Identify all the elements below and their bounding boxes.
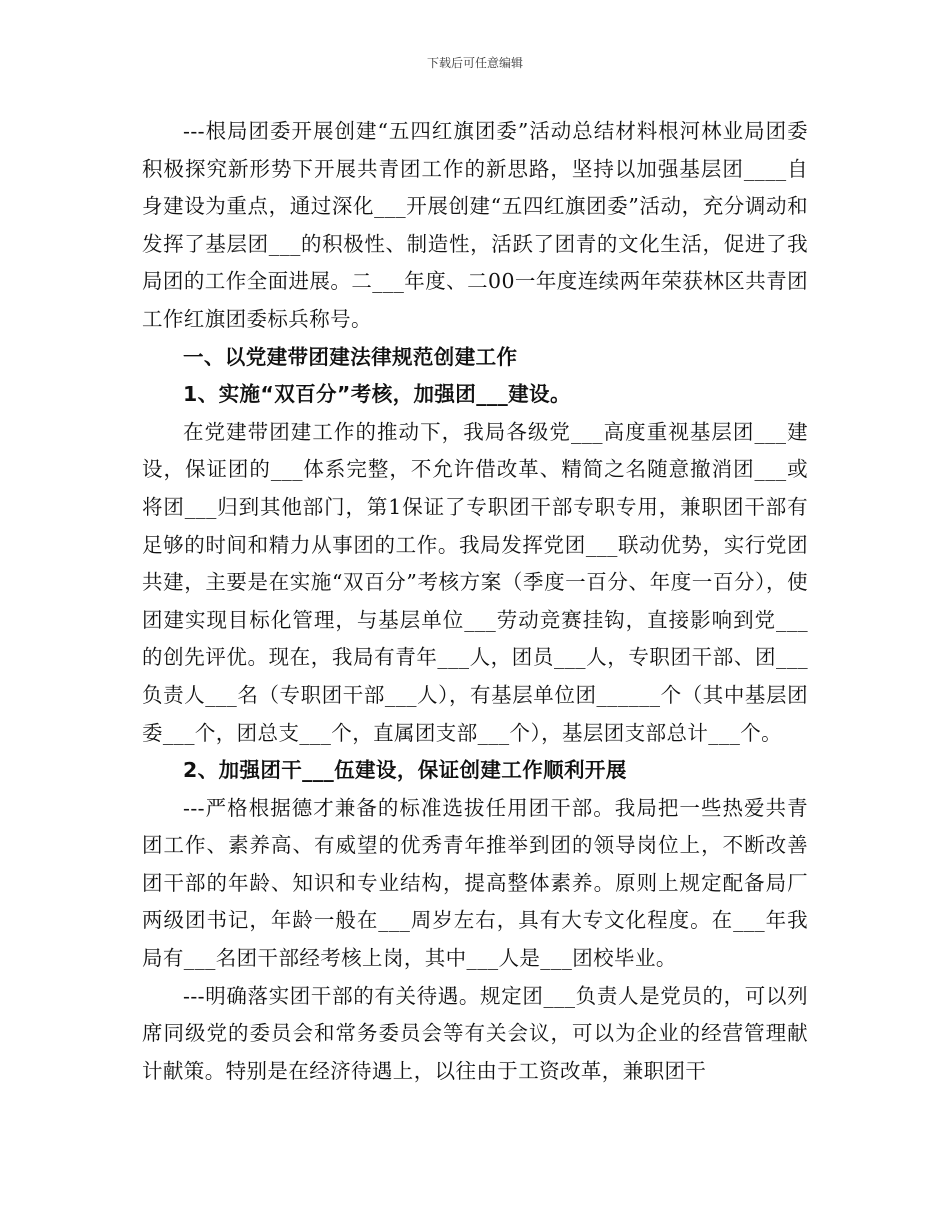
- subsection-heading: 2、加强团干___伍建设，保证创建工作顺利开展: [183, 758, 627, 783]
- document-body: [142, 113, 808, 1090]
- section-heading: 一、以党建带团建法律规范创建工作: [183, 344, 518, 369]
- paragraph: ---根局团委开展创建“五四红旗团委”活动总结材料根河林业局团委积极探究新形势下开展共青团工作的新思路，坚持以加强基层团____自身建设为重点，通过深化___开展创建“五四红旗团委”活动，充分调动和发挥了基层团___的积极性、制造性，活跃了团青的文化生活，促进了我局团的工作全面进展。二___年度、二00一年度连续两年荣获林区共青团工作红旗团委标兵称号。: [142, 119, 808, 331]
- subsection-heading: 1、实施“双百分”考核，加强团___建设。: [183, 382, 571, 407]
- paragraph: ---明确落实团干部的有关待遇。规定团___负责人是党员的，可以列席同级党的委员会和常务委员会等有关会议，可以为企业的经营管理献计献策。特别是在经济待遇上，以往由于工资改革，兼职团干: [142, 983, 808, 1083]
- paragraph: ---严格根据德才兼备的标准选拔任用团干部。我局把一些热爱共青团工作、素养高、有威望的优秀青年推举到团的领导岗位上，不断改善团干部的年龄、知识和专业结构，提高整体素养。原则上规定配备局厂两级团书记，年龄一般在___周岁左右，具有大专文化程度。在___年我局有___名团干部经考核上岗，其中___人是___团校毕业。: [142, 795, 808, 971]
- page-header: 下载后可任意编辑: [426, 56, 523, 70]
- paragraph: 在党建带团建工作的推动下，我局各级党___高度重视基层团___建设，保证团的___体系完整，不允许借改革、精简之名随意撤消团___或将团___归到其他部门，第1保证了专职团干部专职专用，兼职团干部有足够的时间和精力从事团的工作。我局发挥党团___联动优势，实行党团共建，主要是在实施“双百分”考核方案（季度一百分、年度一百分），使团建实现目标化管理，与基层单位___劳动竞赛挂钩，直接影响到党___的创先评优。现在，我局有青年___人，团员___人，专职团干部、团___负责人___名（专职团干部___人），有基层单位团______个（其中基层团委___个，团总支___个，直属团支部___个），基层团支部总计___个。: [142, 419, 808, 745]
